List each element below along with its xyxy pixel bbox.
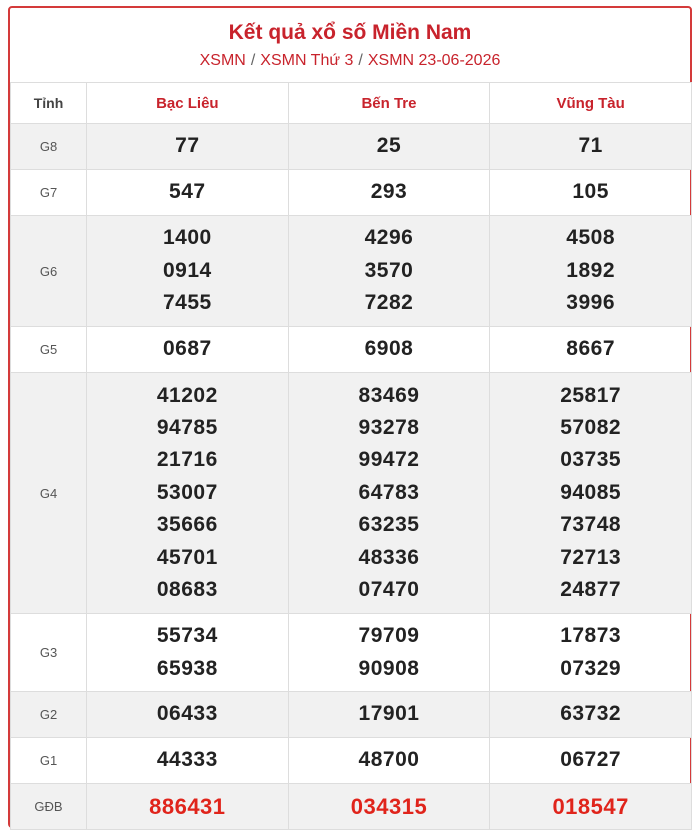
prize-cell	[87, 327, 289, 373]
results-body	[11, 124, 692, 830]
prize-cell	[288, 327, 490, 373]
prize-number: 4296	[364, 226, 414, 250]
prize-number: 0687	[162, 337, 212, 361]
prize-number: 1400	[162, 226, 212, 250]
prize-number: 3570	[364, 258, 414, 282]
special-prize-cell	[87, 784, 289, 830]
prize-label: GĐB	[11, 784, 87, 830]
breadcrumb-xsmn[interactable]: XSMN	[199, 52, 246, 69]
prize-number: 21716	[156, 448, 218, 472]
prize-label: G7	[11, 170, 87, 216]
prize-row	[11, 373, 692, 614]
prize-cell	[87, 738, 289, 784]
prize-number: 24877	[560, 578, 622, 602]
prize-number: 547	[169, 180, 206, 204]
prize-number: 17901	[358, 702, 420, 726]
prize-row	[11, 784, 692, 830]
breadcrumb-xsmn-thu3[interactable]: XSMN Thứ 3	[260, 52, 354, 69]
prize-number: 94085	[560, 480, 622, 504]
prize-number: 71	[578, 134, 603, 158]
prize-number: 63732	[560, 702, 622, 726]
prize-number: 93278	[358, 415, 420, 439]
prize-number: 63235	[358, 513, 420, 537]
prize-cell	[288, 216, 490, 327]
prize-number: 105	[572, 180, 609, 204]
prize-number: 83469	[358, 383, 420, 407]
prize-number: 64783	[358, 480, 420, 504]
results-table	[10, 82, 692, 830]
prize-number: 25	[376, 134, 402, 158]
column-header-vung-tau[interactable]: Vũng Tàu	[490, 83, 692, 124]
prize-number: 79709	[358, 624, 420, 648]
breadcrumb-xsmn-date[interactable]: XSMN 23-06-2026	[367, 52, 501, 69]
page-title: Kết quả xổ số Miền Nam	[228, 21, 472, 44]
prize-number: 41202	[156, 383, 218, 407]
prize-cell	[288, 373, 490, 614]
column-header-ben-tre[interactable]: Bến Tre	[288, 83, 490, 124]
prize-cell	[87, 373, 289, 614]
prize-number: 94785	[156, 415, 218, 439]
breadcrumb	[10, 51, 690, 71]
breadcrumb-separator: /	[250, 52, 256, 69]
prize-label: G4	[11, 373, 87, 614]
prize-number: 018547	[552, 793, 629, 819]
prize-cell	[87, 170, 289, 216]
prize-number: 17873	[560, 624, 622, 648]
prize-cell	[490, 327, 692, 373]
prize-number: 06433	[156, 702, 218, 726]
prize-number: 65938	[156, 656, 218, 680]
prize-number: 034315	[350, 793, 428, 819]
prize-number: 07329	[560, 656, 622, 680]
prize-row	[11, 124, 692, 170]
results-card	[8, 6, 692, 828]
column-header-province: Tỉnh	[11, 83, 87, 124]
prize-cell	[87, 124, 289, 170]
prize-cell	[490, 124, 692, 170]
prize-number: 45701	[156, 545, 218, 569]
prize-number: 99472	[358, 448, 420, 472]
prize-number: 55734	[156, 624, 218, 648]
prize-number: 72713	[560, 545, 622, 569]
prize-cell	[87, 216, 289, 327]
prize-number: 06727	[560, 748, 622, 772]
prize-cell	[87, 614, 289, 692]
prize-number: 44333	[156, 748, 218, 772]
prize-label: G6	[11, 216, 87, 327]
prize-cell	[288, 614, 490, 692]
prize-number: 53007	[156, 480, 218, 504]
prize-cell	[288, 170, 490, 216]
breadcrumb-separator: /	[358, 52, 363, 69]
prize-number: 1892	[566, 258, 616, 282]
prize-number: 3996	[566, 291, 616, 315]
column-header-bac-lieu[interactable]: Bạc Liêu	[87, 83, 289, 124]
prize-number: 8667	[566, 337, 616, 361]
special-prize-cell	[288, 784, 490, 830]
special-prize-cell	[490, 784, 692, 830]
prize-cell	[288, 124, 490, 170]
prize-number: 35666	[156, 513, 218, 537]
prize-cell	[490, 373, 692, 614]
prize-number: 7282	[364, 291, 414, 315]
prize-cell	[288, 692, 490, 738]
prize-cell	[490, 692, 692, 738]
prize-number: 07470	[358, 578, 420, 602]
prize-row	[11, 170, 692, 216]
results-header	[10, 8, 690, 82]
prize-cell	[490, 738, 692, 784]
prize-cell	[490, 216, 692, 327]
prize-cell	[87, 692, 289, 738]
prize-number: 0914	[162, 258, 212, 282]
prize-number: 08683	[156, 578, 218, 602]
prize-label: G1	[11, 738, 87, 784]
prize-cell	[490, 614, 692, 692]
prize-number: 6908	[364, 337, 414, 361]
prize-row	[11, 692, 692, 738]
prize-row	[11, 614, 692, 692]
prize-number: 48336	[358, 545, 420, 569]
prize-number: 73748	[560, 513, 622, 537]
prize-number: 48700	[358, 748, 420, 772]
prize-number: 57082	[560, 415, 622, 439]
prize-number: 03735	[560, 448, 622, 472]
prize-label: G8	[11, 124, 87, 170]
prize-row	[11, 738, 692, 784]
prize-number: 90908	[358, 656, 420, 680]
prize-number: 4508	[566, 226, 616, 250]
prize-number: 7455	[162, 291, 212, 315]
prize-cell	[288, 738, 490, 784]
prize-number: 25817	[560, 383, 622, 407]
prize-row	[11, 327, 692, 373]
prize-label: G5	[11, 327, 87, 373]
table-header-row	[11, 83, 692, 124]
prize-row	[11, 216, 692, 327]
prize-cell	[490, 170, 692, 216]
prize-label: G3	[11, 614, 87, 692]
prize-label: G2	[11, 692, 87, 738]
prize-number: 886431	[149, 793, 226, 819]
prize-number: 77	[175, 134, 200, 158]
prize-number: 293	[370, 180, 408, 204]
